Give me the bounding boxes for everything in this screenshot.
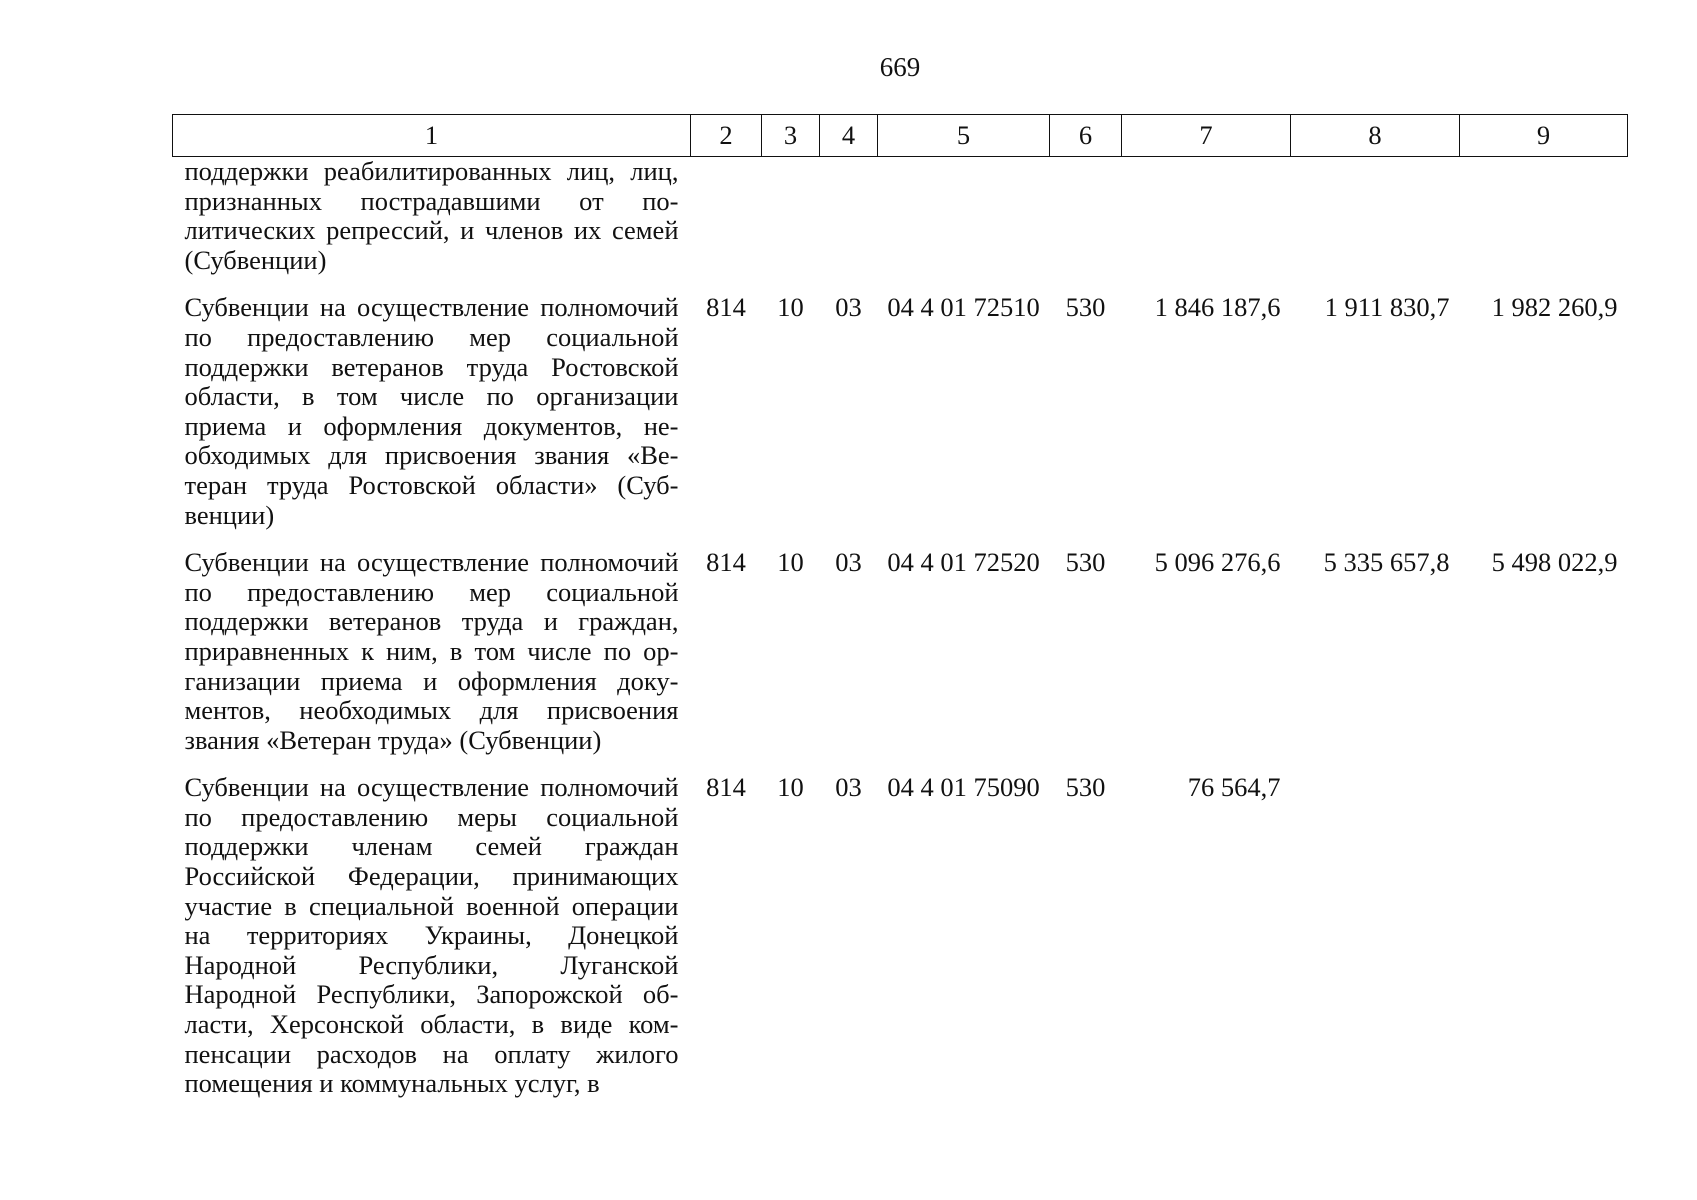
table-row — [173, 773, 1628, 1099]
budget-table — [172, 114, 1628, 1099]
table-row — [173, 293, 1628, 548]
row-ministry-code: 814 — [706, 547, 746, 578]
row-amount-1 — [1122, 157, 1291, 294]
row-target-code: 04 4 01 72510 — [887, 292, 1040, 323]
row-subsection-code: 03 — [835, 292, 862, 323]
row-description: Субвенции на осуществление полномочий по предоставлению мер социальной поддержки ветеранов труда Ростовской области, в том числе по организации приема и оформления документов, необходимых для присвоения звания «Ветеран труда Ростовской области» (Субвенции) — [184, 292, 679, 530]
row-expense-type-code: 530 — [1065, 772, 1106, 803]
row-amount-3: 1 982 260,9 — [1491, 292, 1618, 323]
column-header-8: 8 — [1291, 115, 1460, 157]
column-header-7: 7 — [1122, 115, 1291, 157]
row-section-code: 10 — [777, 772, 804, 803]
row-ministry-code: 814 — [706, 292, 746, 323]
row-expense-type-code: 530 — [1065, 292, 1106, 323]
column-header-1: 1 — [173, 115, 691, 157]
row-subsection-code — [820, 157, 878, 294]
row-amount-1: 5 096 276,6 — [1154, 547, 1281, 578]
table-body — [173, 157, 1628, 1099]
row-target-code — [878, 157, 1050, 294]
row-amount-3 — [1460, 157, 1628, 294]
row-amount-3 — [1460, 773, 1628, 1099]
column-header-2: 2 — [691, 115, 762, 157]
table-header — [173, 115, 1628, 157]
row-description: поддержки реабилитированных лиц, лиц, признанных пострадавшими от политических репрессий, и членов их семей (Субвенции) — [184, 156, 679, 275]
column-header-3: 3 — [762, 115, 820, 157]
row-amount-2 — [1291, 157, 1460, 294]
row-expense-type-code — [1050, 157, 1122, 294]
column-header-6: 6 — [1050, 115, 1122, 157]
row-expense-type-code: 530 — [1065, 547, 1106, 578]
row-amount-2 — [1291, 773, 1460, 1099]
row-amount-2: 1 911 830,7 — [1324, 292, 1450, 323]
column-header-9: 9 — [1460, 115, 1628, 157]
row-description: Субвенции на осуществление полномочий по предоставлению меры социальной поддержки членам семей граждан Российской Федерации, принимающих участие в специальной военной операции на территориях Украины, Донецкой Народной Республики, Луганской Народной Республики, Запорожской области, Херсонской области, в виде компенсации расходов на оплату жилого помещения и коммунальных услуг, в — [184, 772, 679, 1099]
row-description: Субвенции на осуществление полномочий по предоставлению мер социальной поддержки ветеранов труда и граждан, приравненных к ним, в том числе по организации приема и оформления документов, необходимых для присвоения звания «Ветеран труда» (Субвенции) — [184, 547, 679, 755]
column-header-4: 4 — [820, 115, 878, 157]
row-section-code: 10 — [777, 292, 804, 323]
page-number: 669 — [879, 52, 921, 82]
row-ministry-code — [691, 157, 762, 294]
row-subsection-code: 03 — [835, 547, 862, 578]
row-amount-2: 5 335 657,8 — [1323, 547, 1450, 578]
row-subsection-code: 03 — [835, 772, 862, 803]
row-ministry-code: 814 — [706, 772, 746, 803]
row-target-code: 04 4 01 72520 — [887, 547, 1040, 578]
row-section-code — [762, 157, 820, 294]
header-row — [173, 115, 1628, 157]
row-section-code: 10 — [777, 547, 804, 578]
column-header-5: 5 — [878, 115, 1050, 157]
table-row — [173, 157, 1628, 294]
table-row — [173, 548, 1628, 773]
row-target-code: 04 4 01 75090 — [887, 772, 1040, 803]
row-amount-1: 1 846 187,6 — [1154, 292, 1281, 323]
row-amount-1: 76 564,7 — [1187, 772, 1281, 803]
row-amount-3: 5 498 022,9 — [1491, 547, 1618, 578]
